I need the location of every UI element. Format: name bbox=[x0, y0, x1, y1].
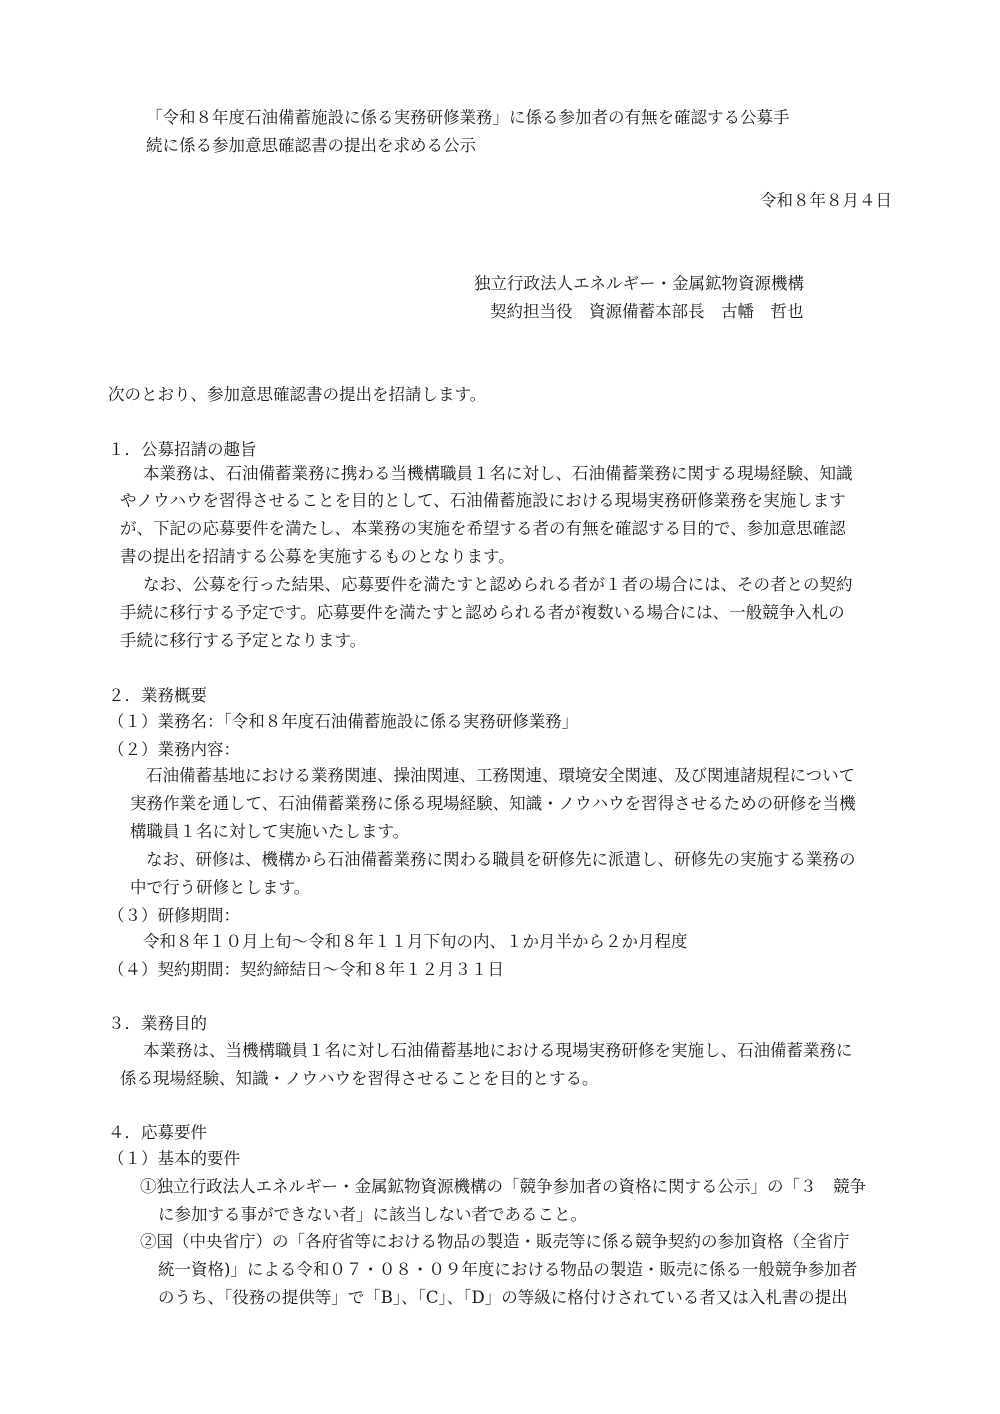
section-2-item-2-line: なお、研修は、機構から石油備蓄業務に関わる職員を研修先に派遣し、研修先の実施する業務の bbox=[146, 850, 856, 869]
section-1-line: 書の提出を招請する公募を実施するものとなります。 bbox=[120, 547, 515, 566]
date: 令和８年８月４日 bbox=[760, 191, 892, 210]
section-2-heading: ２．業務概要 bbox=[108, 686, 207, 705]
intro-text: 次のとおり、参加意思確認書の提出を招請します。 bbox=[108, 385, 487, 404]
section-1-line: が、下記の応募要件を満たし、本業務の実施を希望する者の有無を確認する目的で、参加意思確認 bbox=[120, 519, 846, 538]
issuer-person: 契約担当役 資源備蓄本部長 古幡 哲也 bbox=[490, 302, 804, 321]
section-1-line: やノウハウを習得させることを目的として、石油備蓄施設における現場実務研修業務を実施します bbox=[120, 491, 846, 510]
section-2-item-2-line: 構職員１名に対して実施いたします。 bbox=[130, 822, 410, 841]
section-3-heading: ３．業務目的 bbox=[108, 1014, 207, 1033]
section-2-item-2-line: 石油備蓄基地における業務関連、操油関連、工務関連、環境安全関連、及び関連諸規程について bbox=[146, 766, 856, 785]
section-1-line: なお、公募を行った結果、応募要件を満たすと認められる者が１者の場合には、その者との契約 bbox=[143, 575, 853, 594]
section-2-item-3: （３）研修期間： bbox=[108, 906, 240, 925]
section-3-line: 係る現場経験、知識・ノウハウを習得させることを目的とする。 bbox=[120, 1069, 599, 1088]
section-1-line: 手続に移行する予定となります。 bbox=[120, 631, 367, 650]
section-2-item-3-line: 令和８年１０月上旬～令和８年１１月下旬の内、１か月半から２か月程度 bbox=[143, 932, 688, 951]
issuer-org: 独立行政法人エネルギー・金属鉱物資源機構 bbox=[474, 274, 804, 293]
title-line-1: 「令和８年度石油備蓄施設に係る実務研修業務」に係る参加者の有無を確認する公募手 bbox=[146, 108, 790, 127]
section-4-heading: ４．応募要件 bbox=[108, 1123, 207, 1142]
section-1-line: 本業務は、石油備蓄業務に携わる当機構職員１名に対し、石油備蓄業務に関する現場経験、知識 bbox=[143, 464, 853, 483]
section-2-item-4: （４）契約期間：契約締結日～令和８年１２月３１日 bbox=[108, 960, 504, 979]
section-4-requirement-1-line: に参加する事ができない者」に該当しない者であること。 bbox=[158, 1205, 587, 1224]
section-4-requirement-2-line: ②国（中央省庁）の「各府省等における物品の製造・販売等に係る競争契約の参加資格（全省庁 bbox=[140, 1232, 850, 1251]
section-4-requirement-2-line: のうち、「役務の提供等」で「B」、「C」、「D」の等級に格付けされている者又は入札書の提出 bbox=[158, 1288, 848, 1307]
section-4-requirement-2-line: 統一資格)」による令和０７・０８・０９年度における物品の製造・販売に係る一般競争参加者 bbox=[158, 1260, 858, 1279]
section-2-item-2-line: 実務作業を通して、石油備蓄業務に係る現場経験、知識・ノウハウを習得させるための研修を当機 bbox=[130, 794, 856, 813]
section-1-heading: １．公募招請の趣旨 bbox=[108, 440, 257, 459]
title-line-2: 続に係る参加意思確認書の提出を求める公示 bbox=[146, 136, 476, 155]
section-2-item-2: （２）業務内容： bbox=[108, 740, 240, 759]
section-4-requirement-1-line: ①独立行政法人エネルギー・金属鉱物資源機構の「競争参加者の資格に関する公示」の「３ 競争 bbox=[140, 1177, 866, 1196]
section-2-item-2-line: 中で行う研修とします。 bbox=[130, 878, 311, 897]
section-3-line: 本業務は、当機構職員１名に対し石油備蓄基地における現場実務研修を実施し、石油備蓄業務に bbox=[143, 1041, 853, 1060]
section-2-item-1: （１）業務名：「令和８年度石油備蓄施設に係る実務研修業務」 bbox=[108, 712, 579, 731]
section-1-line: 手続に移行する予定です。応募要件を満たすと認められる者が複数いる場合には、一般競争入札の bbox=[120, 603, 845, 622]
section-4-item-1: （１）基本的要件 bbox=[108, 1149, 240, 1168]
